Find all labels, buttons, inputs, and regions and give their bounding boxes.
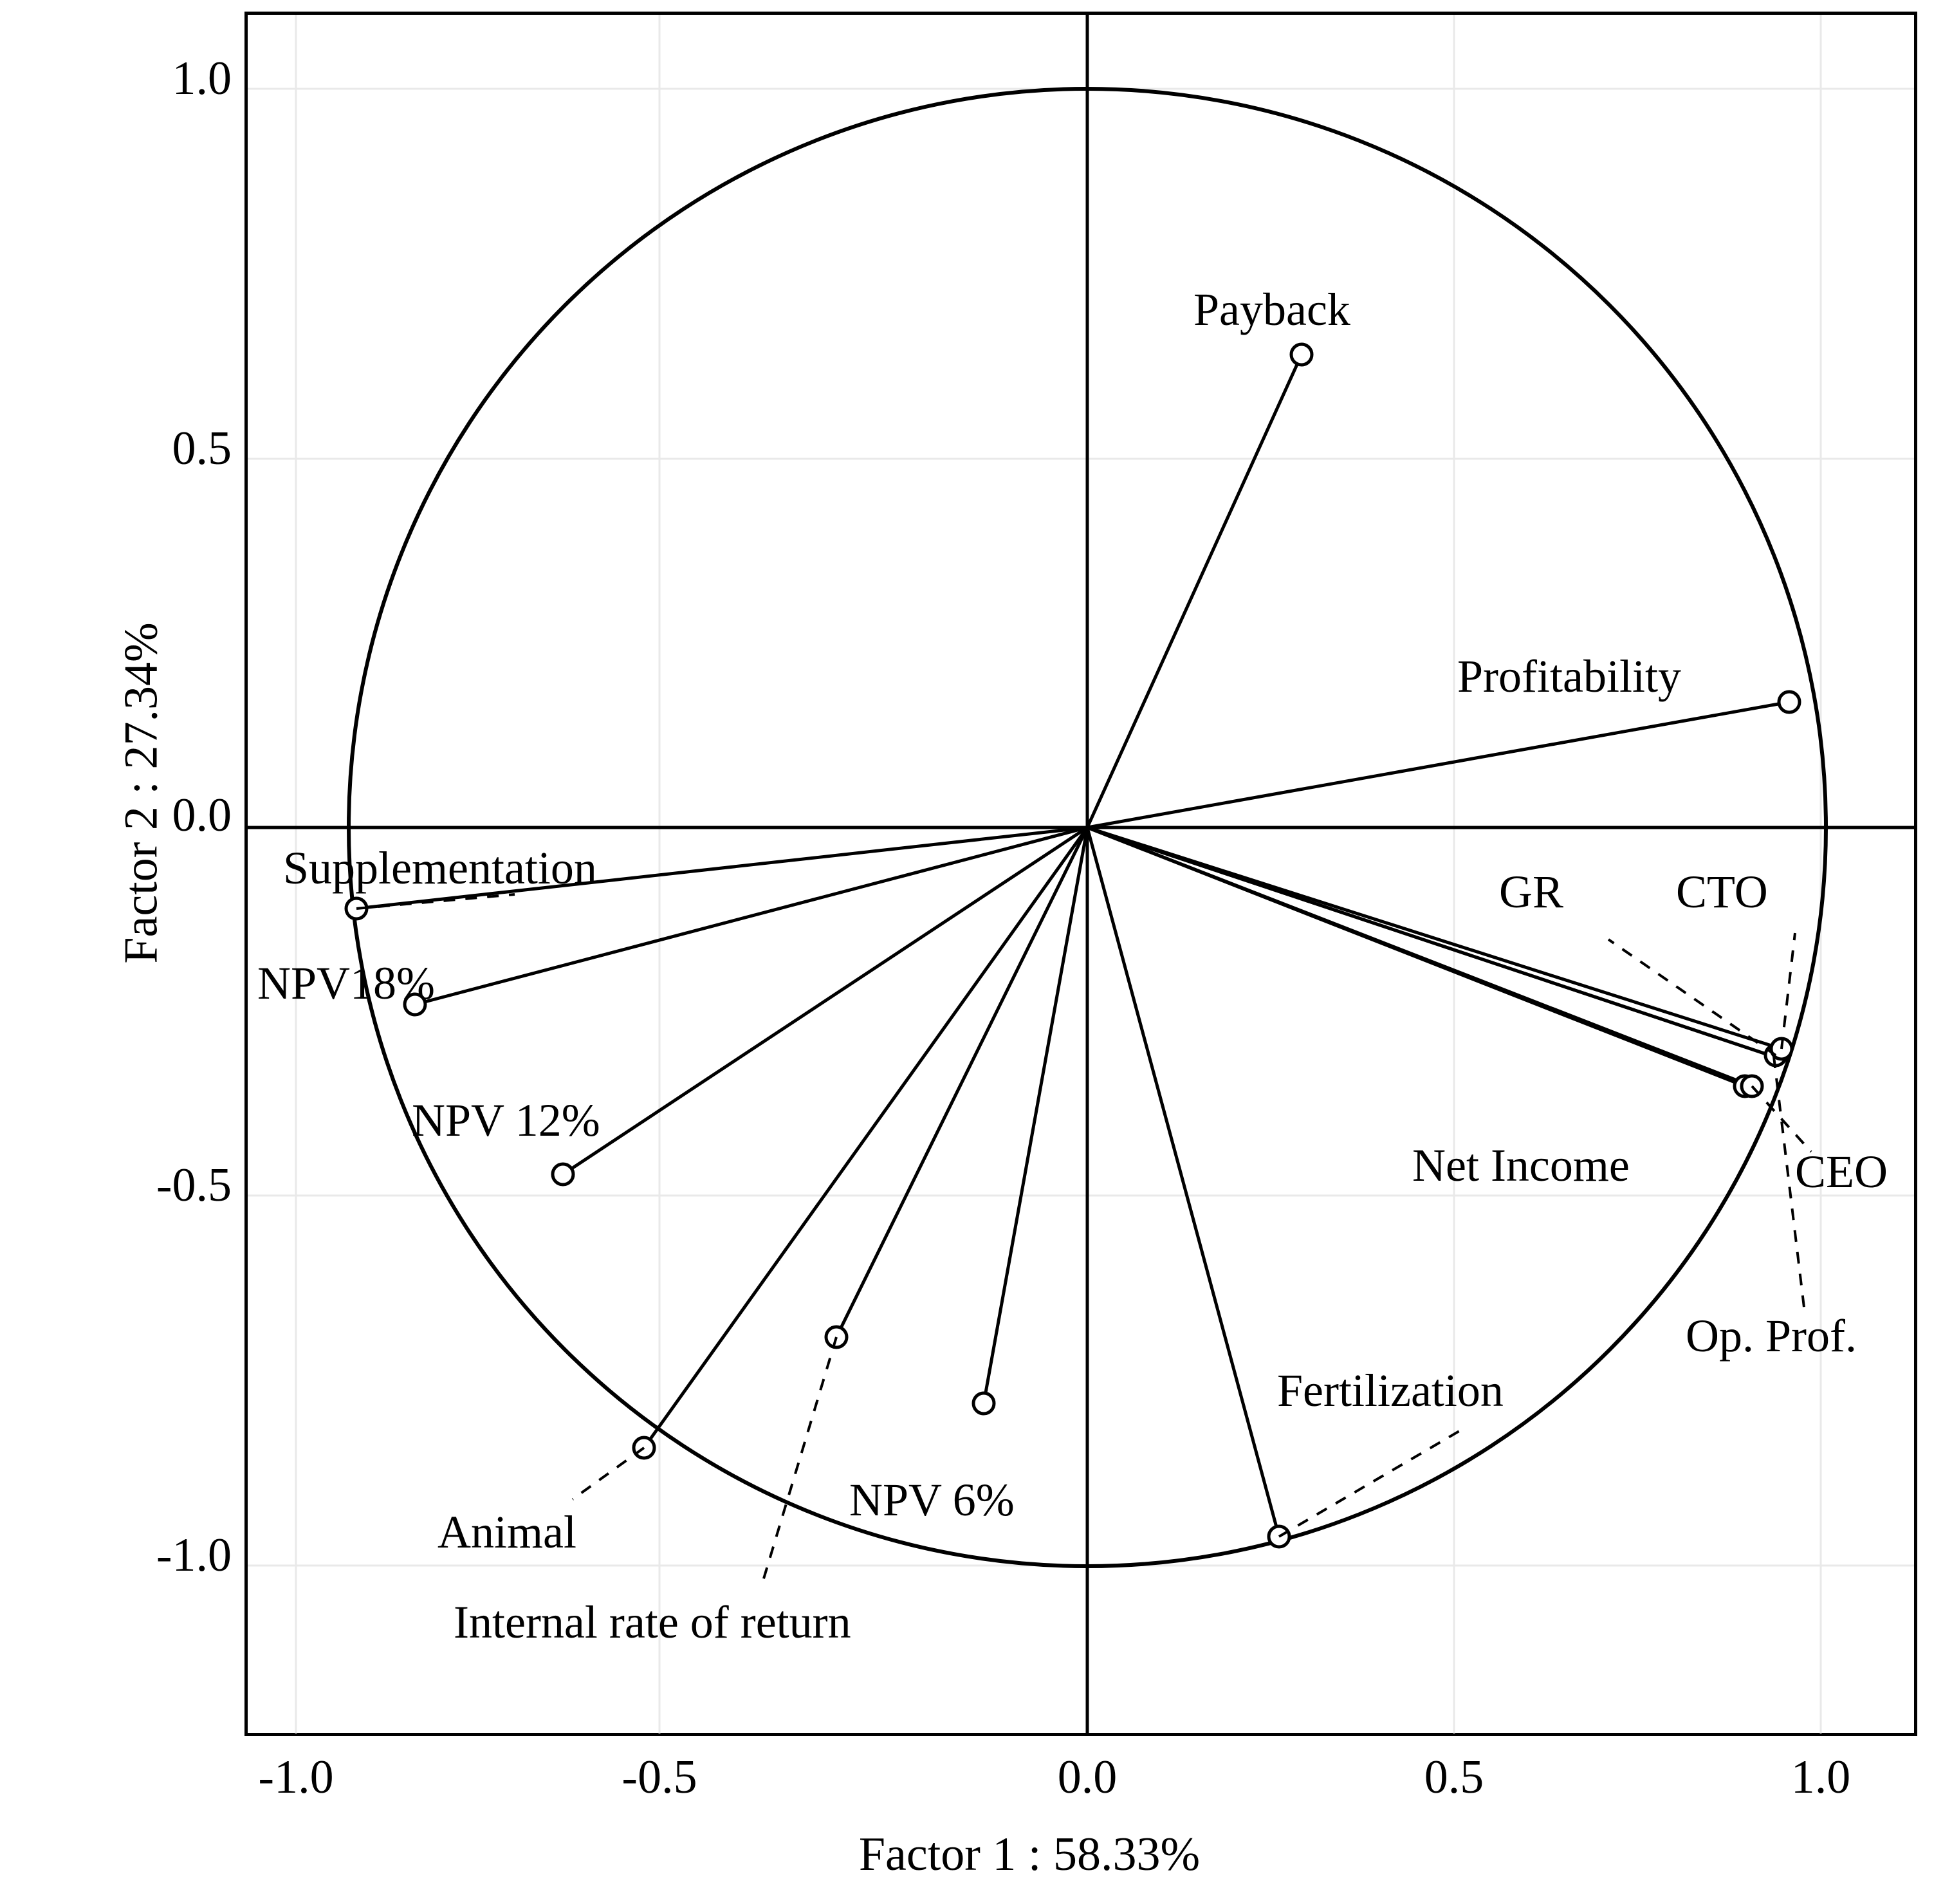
x-axis-title: Factor 1 : 58.33%: [858, 1828, 1201, 1881]
label-cto: CTO: [1676, 866, 1768, 918]
label-profitability: Profitability: [1457, 651, 1681, 702]
x-tick-4: 0.5: [1424, 1751, 1484, 1804]
label-gr: GR: [1499, 866, 1564, 918]
label-irr: Internal rate of return: [454, 1596, 851, 1648]
y-tick-4: -0.5: [156, 1159, 232, 1212]
label-npv6: NPV 6%: [849, 1474, 1015, 1526]
label-ceo: CEO: [1795, 1146, 1888, 1197]
label-npv12: NPV 12%: [412, 1095, 600, 1146]
label-payback: Payback: [1193, 284, 1350, 335]
y-tick-5: -1.0: [156, 1529, 232, 1582]
x-tick-5: 1.0: [1791, 1751, 1851, 1804]
label-animal: Animal: [437, 1506, 576, 1558]
y-tick-3: 0.0: [172, 789, 232, 842]
x-tick-3: 0.0: [1057, 1751, 1118, 1804]
label-net-income: Net Income: [1412, 1140, 1630, 1191]
x-tick-1: -1.0: [258, 1751, 334, 1804]
loading-vectors: [356, 355, 1789, 1537]
label-supplementation: Supplementation: [283, 842, 597, 894]
label-fertilization: Fertilization: [1277, 1365, 1504, 1416]
label-op-prof: Op. Prof.: [1686, 1310, 1857, 1362]
y-axis-title: Factor 2 : 27.34%: [115, 622, 168, 964]
x-tick-2: -0.5: [622, 1751, 697, 1804]
y-tick-1: 1.0: [172, 52, 232, 105]
y-tick-2: 0.5: [172, 422, 232, 475]
label-npv18: NPV18%: [257, 957, 436, 1009]
vector-endpoints: [346, 344, 1800, 1547]
